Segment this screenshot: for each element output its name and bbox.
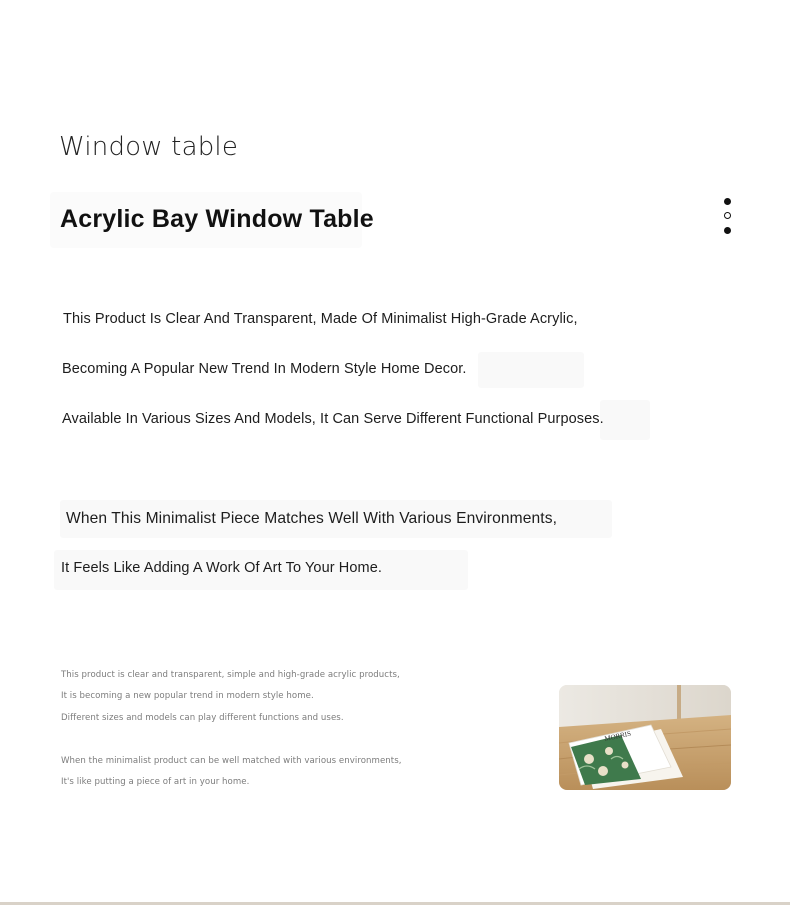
fine-print-line: It is becoming a new popular trend in modern style home.: [61, 691, 314, 701]
fine-print-line: It's like putting a piece of art in your home.: [61, 777, 250, 787]
fine-print-line: When the minimalist product can be well matched with various environments,: [61, 756, 402, 766]
highlight-line: When This Minimalist Piece Matches Well With Various Environments,: [66, 510, 558, 527]
thumbnail-illustration: [559, 685, 731, 790]
highlight-line: It Feels Like Adding A Work Of Art To Your Home.: [61, 560, 383, 576]
description-line: This Product Is Clear And Transparent, Made Of Minimalist High-Grade Acrylic,: [63, 311, 578, 327]
description-line: Becoming A Popular New Trend In Modern Style Home Decor.: [62, 361, 467, 377]
menu-dot-1: [724, 198, 731, 205]
menu-dot-3: [724, 227, 731, 234]
fine-print-line: Different sizes and models can play different functions and uses.: [61, 713, 344, 723]
book-title: MORRIS: [603, 729, 632, 743]
section-label: Window table: [59, 132, 239, 162]
fine-print-line: This product is clear and transparent, simple and high-grade acrylic products,: [61, 670, 400, 680]
product-thumbnail[interactable]: [559, 685, 731, 790]
description-line-bg-2: [478, 352, 584, 388]
description-line: Available In Various Sizes And Models, It Can Serve Different Functional Purposes.: [62, 411, 604, 427]
product-title: Acrylic Bay Window Table: [60, 205, 374, 233]
description-line-bg-3: [600, 400, 650, 440]
menu-dot-2: [724, 212, 731, 219]
more-vertical-icon[interactable]: [722, 197, 734, 237]
